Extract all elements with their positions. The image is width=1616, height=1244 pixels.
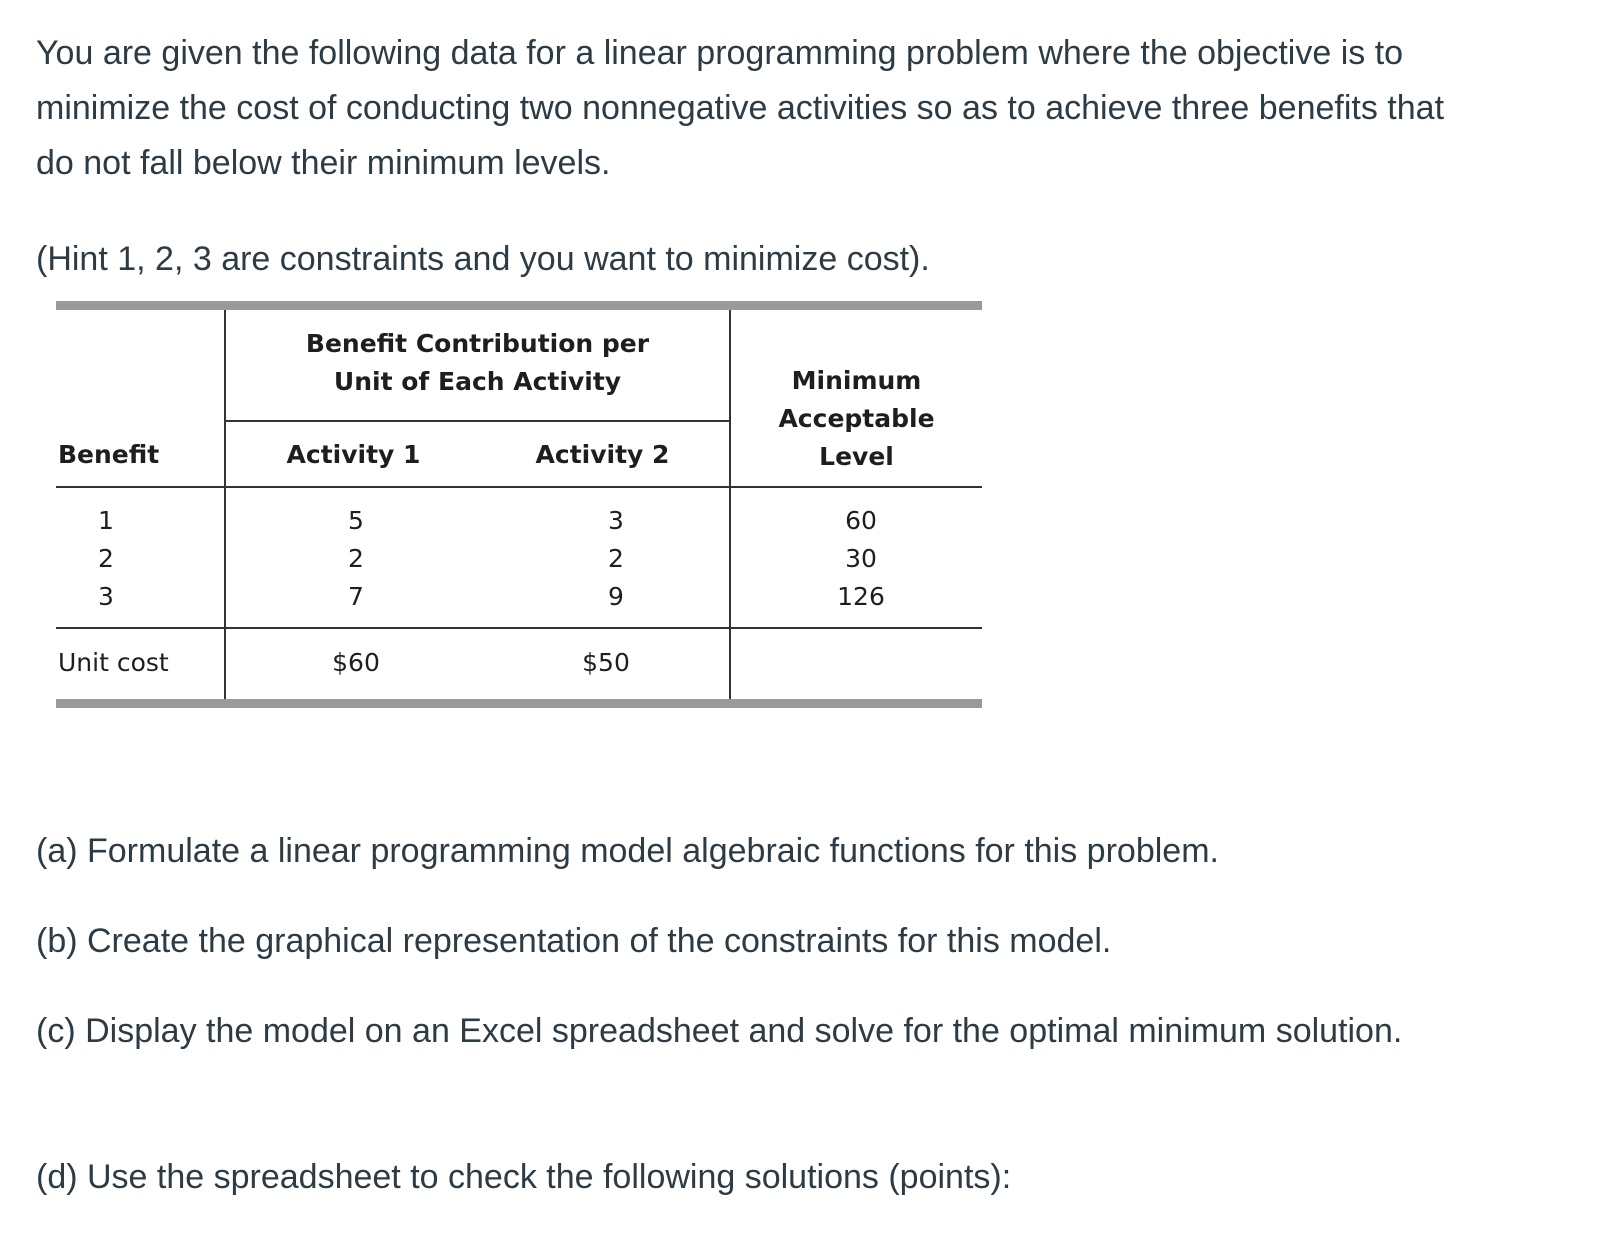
unit-cost-label: Unit cost bbox=[58, 648, 169, 677]
hint-paragraph: (Hint 1, 2, 3 are constraints and you want to minimize cost). bbox=[36, 240, 930, 278]
table-col-activity2-values bbox=[586, 502, 646, 616]
question-a: (a) Formulate a linear programming model algebraic functions for this problem. bbox=[36, 832, 1219, 870]
benefit-3: 3 bbox=[98, 582, 114, 611]
min-header-line1: Minimum bbox=[791, 366, 922, 395]
min-level-header bbox=[731, 362, 982, 476]
benefit-2: 2 bbox=[98, 544, 114, 573]
col-header-benefit: Benefit bbox=[58, 440, 160, 469]
unit-cost-activity1: $60 bbox=[332, 648, 380, 677]
question-d: (d) Use the spreadsheet to check the following solutions (points): bbox=[36, 1158, 1012, 1196]
min-row3: 126 bbox=[837, 582, 885, 611]
min-row2: 30 bbox=[845, 544, 877, 573]
a1-row1: 5 bbox=[348, 506, 364, 535]
col-header-activity2: Activity 2 bbox=[535, 440, 670, 469]
a1-row3: 7 bbox=[348, 582, 364, 611]
group-header bbox=[226, 325, 729, 401]
table-col-activity1-values bbox=[326, 502, 386, 616]
table-bottom-rule bbox=[56, 699, 982, 708]
min-row1: 60 bbox=[845, 506, 877, 535]
table-row-benefit bbox=[76, 502, 136, 616]
a2-row2: 2 bbox=[608, 544, 624, 573]
question-c: (c) Display the model on an Excel spreadsheet and solve for the optimal minimum solution. bbox=[36, 1012, 1403, 1050]
group-header-underline bbox=[226, 420, 729, 422]
table-top-rule bbox=[56, 301, 982, 310]
min-header-line3: Level bbox=[819, 442, 894, 471]
a1-row2: 2 bbox=[348, 544, 364, 573]
body-bottom-line bbox=[56, 627, 982, 629]
col-header-activity1: Activity 1 bbox=[286, 440, 421, 469]
group-header-line2: Unit of Each Activity bbox=[333, 367, 622, 396]
question-b: (b) Create the graphical representation of the constraints for this model. bbox=[36, 922, 1112, 960]
benefit-1: 1 bbox=[98, 506, 114, 535]
intro-paragraph: You are given the following data for a linear programming problem where the objective is to minimize the cost of conducting two nonnegative activities so as to achieve three benefits that do not fall below their minimum levels. bbox=[36, 34, 1445, 182]
a2-row1: 3 bbox=[608, 506, 624, 535]
group-header-line1: Benefit Contribution per bbox=[305, 329, 650, 358]
unit-cost-activity2: $50 bbox=[582, 648, 630, 677]
data-table bbox=[56, 310, 982, 736]
a2-row3: 9 bbox=[608, 582, 624, 611]
header-bottom-line bbox=[56, 486, 982, 488]
table-col-min-values bbox=[826, 502, 896, 616]
min-header-line2: Acceptable bbox=[778, 404, 935, 433]
